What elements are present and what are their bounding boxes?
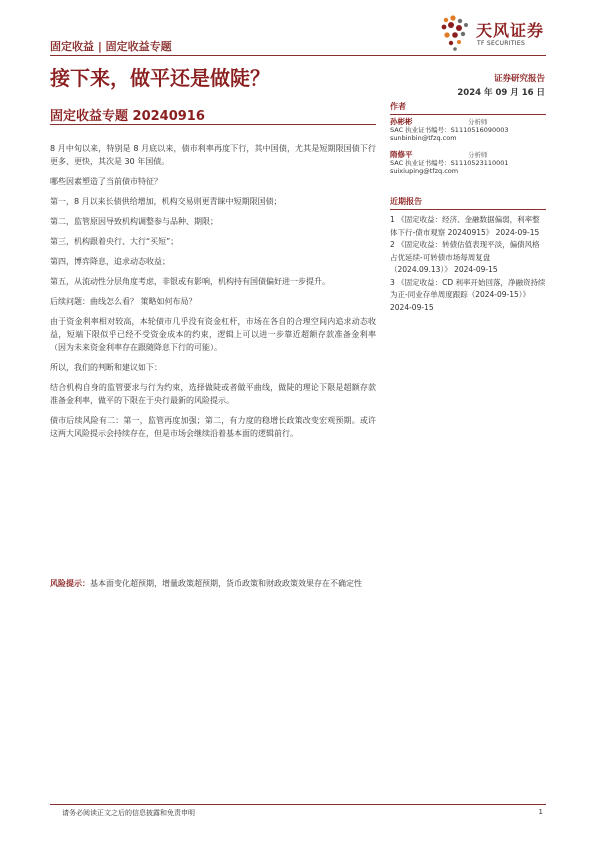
report-date: 2024 年 09 月 16 日 [457,88,545,98]
authors-panel [390,101,546,181]
body-paragraph: 第二，监管原因导致机构调整参与品种、期限； [50,217,218,226]
body-paragraph: 第五，从流动性分层角度考虑，非银或有影响，机构持有国债偏好进一步提升。 [50,277,330,286]
body-paragraph: 第一，8 月以来长债供给增加，机构交易则更青睐中短期限国债； [50,197,282,206]
author-name: 隋修平 [390,150,413,159]
subtitle-divider [50,124,376,125]
body-paragraph: 后续问题：曲线怎么看？ 策略如何布局？ [50,297,197,306]
author-cert: SAC 执业证书编号：S1110523110001 [390,159,509,167]
header-divider [50,55,546,56]
report-title: 接下来，做平还是做陡？ [50,66,270,90]
recent-reports-heading: 近期报告 [390,196,546,210]
body-paragraph: 债市后续风险有二：第一，监管再度加强；第二，有力度的稳增长政策改变宏观预期。或许这两大风险提示会持续存在，但是市场会继续沿着基本面的逻辑前行。 [50,416,376,438]
risk-label: 风险提示： [50,579,90,588]
logo-icon [438,14,474,54]
report-subtitle: 固定收益专题 20240916 [50,109,205,124]
author-role: 分析师 [468,118,488,126]
report-body [50,142,376,447]
author-email[interactable]: sunbinbin@tfzq.com [390,134,457,142]
footer-disclaimer: 请务必阅读正文之后的信息披露和免责申明 [62,809,195,817]
author-cert: SAC 执业证书编号：S1110516090003 [390,126,509,134]
author-name: 孙彬彬 [390,117,413,126]
recent-reports-panel [390,196,546,314]
authors-heading: 作者 [390,101,546,115]
company-logo [438,14,558,56]
body-paragraph: 第三，机构跟着央行、大行“买短”； [50,237,179,246]
risk-text: 基本面变化超预期，增量政策超预期，货币政策和财政政策效果存在不确定性 [90,579,362,588]
body-paragraph: 由于资金利率相对较高，本轮债市几乎没有资金杠杆，市场在各自的合理空间内追求动态收益，短端下限似乎已经不受资金成本的约束，逻辑上可以进一步靠近超额存款准备金利率（因为未来资金利率存在跟随降息下行的可能）。 [50,317,376,352]
section-label: 固定收益 | 固定收益专题 [50,40,172,53]
body-paragraph: 所以，我们的判断和建议如下： [50,363,162,372]
body-paragraph: 结合机构自身的监管要求与行为约束，选择做陡或者做平曲线，做陡的理论下限是超额存款准备金利率，做平的下限在于央行最新的风险提示。 [50,383,376,405]
footer-divider [50,804,546,805]
body-paragraph: 第四，博弈降息，追求动态收益； [50,257,170,266]
report-type: 证券研究报告 [493,74,545,84]
author-role: 分析师 [468,151,488,159]
page-number: 1 [538,808,543,816]
recent-report-item[interactable]: 3 《固定收益：CD 利率开始回落，净融资持续为正-同业存单周度跟踪（2024-09-15）》 2024-09-15 [390,277,546,312]
risk-warning [50,577,376,590]
author-card [390,151,546,181]
author-card [390,118,546,148]
body-paragraph: 8 月中旬以来，特别是 8 月底以来，债市利率再度下行，其中国债，尤其是短期限国债下行更多、更快，其次是 30 年国债。 [50,144,376,166]
recent-reports-list [390,214,546,314]
recent-report-item[interactable]: 1 《固定收益：经济、金融数据偏弱，利率整体下行-债市观察 20240915》 2024-09-15 [390,215,540,237]
recent-report-item[interactable]: 2 《固定收益：转债估值表现平淡，偏债风格占优延续-可转债市场每周复盘（2024.09.13）》 2024-09-15 [390,240,540,274]
logo-name: 天风证券 [476,21,545,40]
author-email[interactable]: suixiuping@tfzq.com [390,167,459,175]
body-paragraph: 哪些因素塑造了当前债市特征？ [50,177,162,186]
logo-english-name: TF SECURITIES [477,40,526,47]
